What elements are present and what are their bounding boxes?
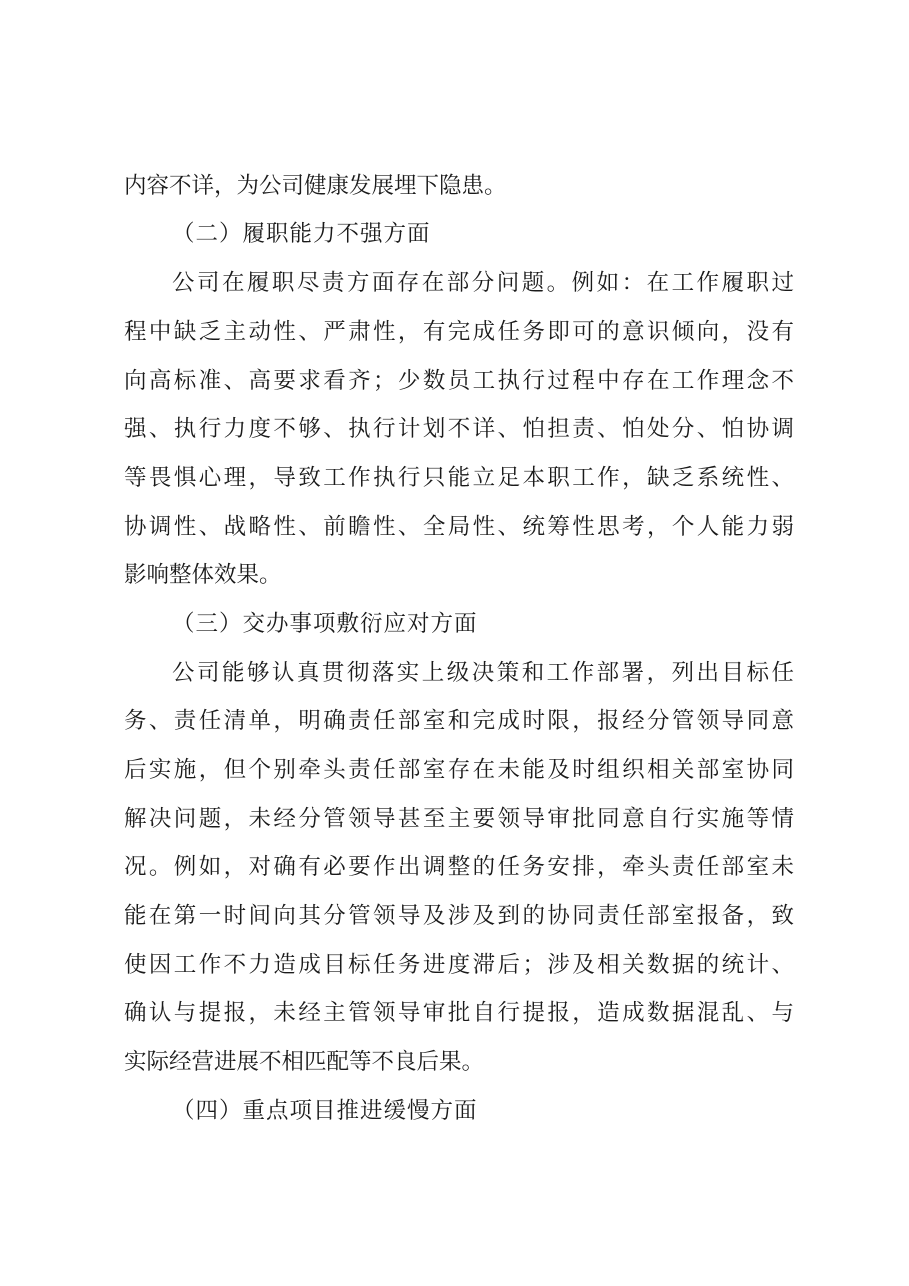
paragraph-line: 强、执行力度不够、执行计划不详、怕担责、怕处分、怕协调	[124, 416, 794, 442]
paragraph-line: 后实施，但个别牵头责任部室存在未能及时组织相关部室协同	[124, 757, 794, 783]
paragraph-line: 程中缺乏主动性、严肃性，有完成任务即可的意识倾向，没有	[124, 319, 794, 345]
section-heading-2: （二）履职能力不强方面	[172, 221, 431, 247]
paragraph-line: 公司在履职尽责方面存在部分问题。例如：在工作履职过	[172, 270, 794, 296]
paragraph-line: 向高标准、高要求看齐；少数员工执行过程中存在工作理念不	[124, 368, 794, 394]
paragraph-line: 能在第一时间向其分管领导及涉及到的协同责任部室报备，致	[124, 903, 794, 929]
paragraph-line: 实际经营进展不相匹配等不良后果。	[124, 1049, 485, 1075]
paragraph-line: 确认与提报，未经主管领导审批自行提报，造成数据混乱、与	[124, 1000, 794, 1026]
paragraph-line: 内容不详，为公司健康发展埋下隐患。	[124, 173, 507, 199]
section-heading-3: （三）交办事项敷衍应对方面	[172, 611, 478, 637]
paragraph-line: 公司能够认真贯彻落实上级决策和工作部署，列出目标任	[172, 660, 794, 686]
paragraph-line: 况。例如，对确有必要作出调整的任务安排，牵头责任部室未	[124, 854, 794, 880]
section-heading-4: （四）重点项目推进缓慢方面	[172, 1098, 478, 1124]
paragraph-line: 影响整体效果。	[124, 562, 282, 588]
paragraph-line: 务、责任清单，明确责任部室和完成时限，报经分管领导同意	[124, 708, 794, 734]
paragraph-line: 使因工作不力造成目标任务进度滞后；涉及相关数据的统计、	[124, 952, 794, 978]
paragraph-line: 协调性、战略性、前瞻性、全局性、统筹性思考，个人能力弱	[124, 514, 794, 540]
paragraph-line: 等畏惧心理，导致工作执行只能立足本职工作，缺乏系统性、	[124, 465, 794, 491]
paragraph-line: 解决问题，未经分管领导甚至主要领导审批同意自行实施等情	[124, 806, 794, 832]
